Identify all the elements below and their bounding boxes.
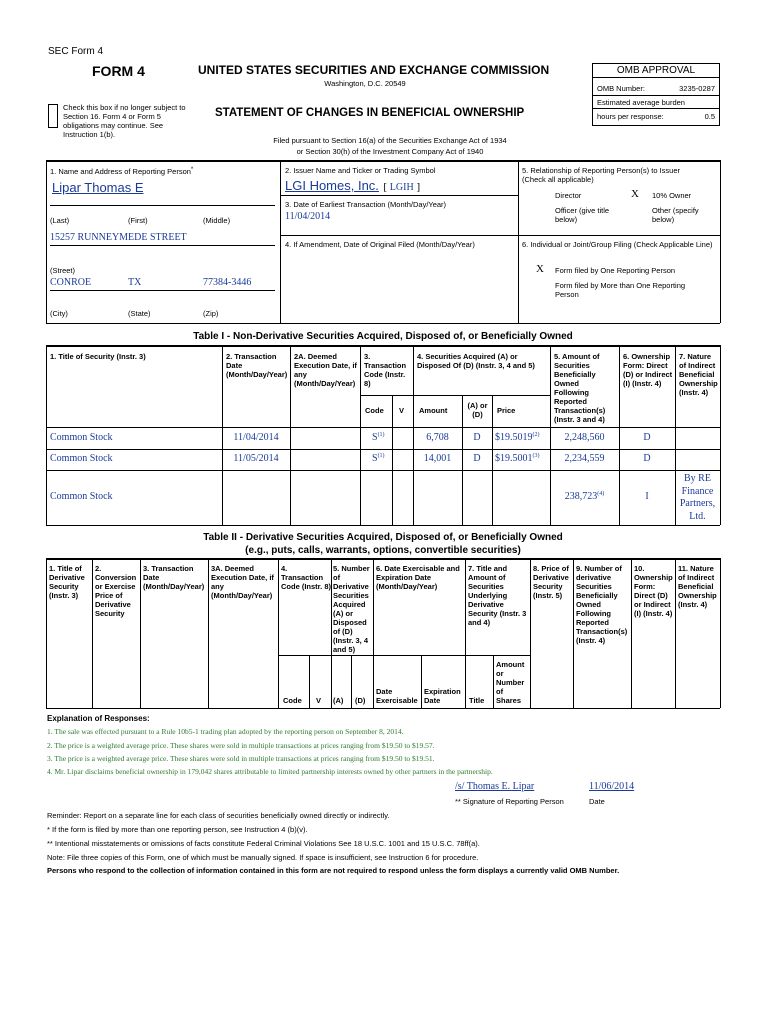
t1-code: Code	[365, 406, 384, 415]
row1-amount: 6,708	[426, 432, 449, 443]
zip-value: 77384-3446	[203, 277, 252, 288]
t2-h9: 9. Number of derivative Securities Beneficially Owned Following Reported Transaction(s) (Instr. 4)	[576, 564, 628, 645]
ten-pct-check[interactable]: X	[631, 188, 639, 200]
t2-date-ex: Date Exercisable	[376, 687, 418, 705]
one-person-check[interactable]: X	[536, 263, 544, 275]
commission-title: UNITED STATES SECURITIES AND EXCHANGE COMMISSION	[198, 63, 550, 77]
omb-box	[592, 63, 720, 126]
t1-price: Price	[497, 406, 516, 415]
row1-price: $19.5019$^{(2)}$	[495, 432, 540, 443]
reporting-person-name[interactable]: Lipar Thomas E	[52, 180, 144, 195]
signature-label: ** Signature of Reporting Person	[455, 797, 564, 806]
more-persons-label: Form filed by More than One Reporting Person	[555, 281, 686, 299]
t2-h11: 11. Nature of Indirect Beneficial Ownership (Instr. 4)	[678, 564, 717, 609]
row2-owned: 2,234,559	[564, 453, 605, 464]
omb-title: OMB APPROVAL	[593, 64, 719, 78]
row3-title: Common Stock	[50, 491, 113, 502]
one-person-label: Form filed by One Reporting Person	[555, 266, 676, 275]
t2-h4: 4. Transaction Code (Instr. 8)	[281, 564, 332, 591]
signature: /s/ Thomas E. Lipar	[455, 781, 535, 792]
t1-h6: 6. Ownership Form: Direct (D) or Indirect (I) (Instr. 4)	[623, 352, 673, 388]
t1-h5: 5. Amount of Securities Beneficially Owned Following Reported Transaction(s) (Instr. 3 and 4)	[554, 352, 606, 424]
t2-code: Code	[283, 696, 302, 705]
box1-label: 1. Name and Address of Reporting Person*	[50, 167, 194, 176]
footer-persons: Persons who respond to the collection of information contained in this form are not required to respond unless the form displays a currently valid OMB Number.	[47, 866, 620, 875]
street-label: (Street)	[50, 266, 76, 275]
t2-h10: 10. Ownership Form: Direct (D) or Indirect (I) (Instr. 4)	[634, 564, 673, 618]
last-label: (Last)	[50, 216, 70, 225]
footnote-1: 1. The sale was effected pursuant to a Rule 10b5-1 trading plan adopted by the reporting person on September 8, 2014.	[47, 727, 404, 736]
t2-amount-shares: Amount or Number of Shares	[496, 660, 525, 705]
table2-title: Table II - Derivative Securities Acquired, Disposed of, or Beneficially Owned	[203, 532, 563, 543]
issuer-name[interactable]: LGI Homes, Inc.	[285, 178, 379, 193]
row1-code: $S^{(1)}$	[372, 432, 385, 443]
filed-pursuant-1: Filed pursuant to Section 16(a) of the Securities Exchange Act of 1934	[273, 136, 507, 145]
omb-number-label: OMB Number:	[597, 84, 645, 93]
t2-a: (A)	[333, 696, 344, 705]
t1-h1: 1. Title of Security (Instr. 3)	[50, 352, 146, 361]
t2-d: (D)	[355, 696, 366, 705]
t1-h4: 4. Securities Acquired (A) or Disposed Of (D) (Instr. 3, 4 and 5)	[417, 352, 535, 370]
table2-subtitle: (e.g., puts, calls, warrants, options, convertible securities)	[245, 545, 521, 556]
checkbox[interactable]	[48, 104, 58, 128]
t1-h2: 2. Transaction Date (Month/Day/Year)	[226, 352, 288, 379]
row2-title: Common Stock	[50, 453, 113, 464]
t2-h2: 2. Conversion or Exercise Price of Derivative Security	[95, 564, 137, 618]
t2-h7: 7. Title and Amount of Securities Underlying Derivative Security (Instr. 3 and 4)	[468, 564, 527, 627]
footer-note: Note: File three copies of this Form, one of which must be manually signed. If space is insufficient, see Instruction 6 for procedure.	[47, 853, 479, 862]
filed-pursuant-2: or Section 30(h) of the Investment Company Act of 1940	[296, 147, 484, 156]
t2-title: Title	[469, 696, 485, 705]
row1-date: 11/04/2014	[233, 432, 279, 443]
footnote-2: 2. The price is a weighted average price. These shares were sold in multiple transactions at prices ranging from $19.50 to $19.57.	[47, 741, 435, 750]
t2-exp: Expiration Date	[424, 687, 461, 705]
omb-number: 3235-0287	[679, 84, 715, 93]
statement-title: STATEMENT OF CHANGES IN BENEFICIAL OWNERSHIP	[215, 107, 525, 119]
row2-form: D	[643, 453, 651, 464]
t2-h3a: 3A. Deemed Execution Date, if any (Month/Day/Year)	[211, 564, 274, 600]
omb-hours: 0.5	[704, 112, 715, 121]
t2-h8: 8. Price of Derivative Security (Instr. 5)	[533, 564, 569, 600]
city-value: CONROE	[50, 277, 92, 288]
street-value: 15257 RUNNEYMEDE STREET	[50, 232, 187, 243]
row2-date: 11/05/2014	[233, 453, 279, 464]
state-value: TX	[128, 277, 142, 288]
middle-label: (Middle)	[203, 216, 231, 225]
date-label: Date	[589, 797, 605, 806]
first-label: (First)	[128, 216, 148, 225]
t1-amount: Amount	[419, 406, 448, 415]
footer-double-star: ** Intentional misstatements or omissions of facts constitute Federal Criminal Violations See 18 U.S.C. 1001 and 15 U.S.C. 78ff(a).	[47, 839, 480, 848]
row1-form: D	[643, 432, 651, 443]
officer-label: Officer (give title below)	[555, 206, 610, 224]
city-label: (City)	[50, 309, 68, 318]
form-title: FORM 4	[92, 63, 145, 79]
omb-burden-label: Estimated average burden	[597, 98, 685, 107]
omb-hours-label: hours per response:	[597, 112, 664, 121]
director-label: Director	[555, 191, 582, 200]
row2-price: $19.5001$^{(3)}$	[495, 453, 540, 464]
t2-h5: 5. Number of Derivative Securities Acquired (A) or Disposed of (D) (Instr. 3, 4 and 5)	[333, 564, 370, 654]
t1-aord: (A) or (D)	[467, 401, 488, 419]
row2-amount: 14,001	[423, 453, 452, 464]
row2-code: $S^{(1)}$	[372, 453, 385, 464]
row2-ad: D	[473, 453, 481, 464]
row1-title: Common Stock	[50, 432, 113, 443]
t2-v: V	[316, 696, 322, 705]
checkbox-text: Check this box if no longer subject to Section 16. Form 4 or Form 5 obligations may continue. See Instruction 1(b).	[63, 103, 186, 139]
earliest-transaction-date: 11/04/2014	[285, 211, 331, 222]
row3-form: I	[645, 491, 649, 502]
row3-owned: 238,723$^{(4)}$	[564, 491, 605, 502]
row3-nature: By RE Finance Partners, Ltd.	[679, 473, 716, 522]
row1-ad: D	[473, 432, 481, 443]
box6-label: 6. Individual or Joint/Group Filing (Check Applicable Line)	[522, 240, 713, 249]
t1-h7: 7. Nature of Indirect Beneficial Ownership (Instr. 4)	[679, 352, 718, 397]
zip-label: (Zip)	[203, 309, 219, 318]
t2-h3: 3. Transaction Date (Month/Day/Year)	[143, 564, 205, 591]
t2-h1: 1. Title of Derivative Security (Instr. 3)	[49, 564, 85, 600]
explanation-heading: Explanation of Responses:	[47, 714, 150, 723]
box2-label: 2. Issuer Name and Ticker or Trading Symbol	[285, 166, 436, 175]
t1-h2a: 2A. Deemed Execution Date, if any (Month/Day/Year)	[294, 352, 357, 388]
box3-label: 3. Date of Earliest Transaction (Month/Day/Year)	[285, 200, 447, 209]
ticker[interactable]: LGIH	[389, 182, 414, 193]
sec-form-label: SEC Form 4	[48, 46, 104, 57]
t1-h3: 3. Transaction Code (Instr. 8)	[364, 352, 407, 388]
table1-title: Table I - Non-Derivative Securities Acquired, Disposed of, or Beneficially Owned	[193, 331, 573, 342]
box5-label: 5. Relationship of Reporting Person(s) to Issuer (Check all applicable)	[522, 166, 680, 184]
commission-city: Washington, D.C. 20549	[324, 79, 406, 88]
ten-pct-label: 10% Owner	[652, 191, 692, 200]
footnote-3: 3. The price is a weighted average price. These shares were sold in multiple transactions at prices ranging from $19.50 to $19.51.	[47, 754, 435, 763]
row1-owned: 2,248,560	[564, 432, 605, 443]
other-label: Other (specify below)	[652, 206, 699, 224]
issuer-line: LGI Homes, Inc. [ LGIH ]	[285, 178, 421, 193]
signature-date: 11/06/2014	[589, 781, 635, 792]
t2-h6: 6. Date Exercisable and Expiration Date (Month/Day/Year)	[376, 564, 460, 591]
reminder: Reminder: Report on a separate line for each class of securities beneficially owned directly or indirectly.	[47, 811, 390, 820]
box4-label: 4. If Amendment, Date of Original Filed (Month/Day/Year)	[285, 240, 475, 249]
footer-star: * If the form is filed by more than one reporting person, see Instruction 4 (b)(v).	[47, 825, 308, 834]
footnote-4: 4. Mr. Lipar disclaims beneficial ownership in 179,042 shares attributable to limited partnership interests owned by other partners in the partnership.	[47, 767, 493, 776]
t1-v: V	[399, 406, 405, 415]
state-label: (State)	[128, 309, 151, 318]
